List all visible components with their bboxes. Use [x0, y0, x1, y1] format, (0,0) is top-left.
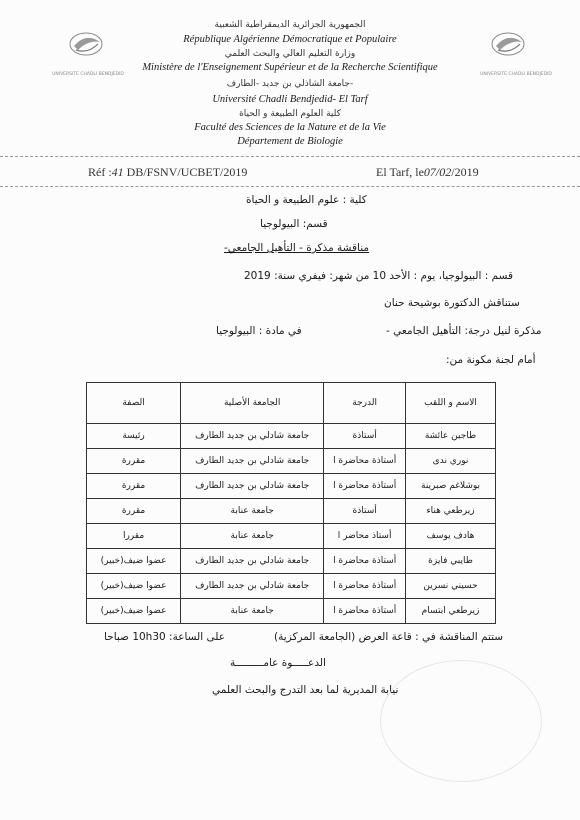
cell-role: رئيسة — [87, 424, 181, 449]
table-row — [87, 499, 496, 524]
table-row — [87, 549, 496, 574]
cell-university: جامعة شادلي بن جديد الطارف — [181, 574, 324, 599]
cell-name: زيرطعي ابتسام — [406, 599, 496, 624]
cell-role: مقررا — [87, 524, 181, 549]
col-header-rank: الدرجة — [324, 383, 406, 424]
cell-university: جامعة عنابة — [181, 499, 324, 524]
table-row — [87, 574, 496, 599]
cell-rank: أستاذ محاضر ا — [324, 524, 406, 549]
university-ar: جامعة الشاذلي بن جديد -الطارف- — [226, 79, 354, 89]
cell-role: مقررة — [87, 449, 181, 474]
place-date — [376, 165, 479, 180]
cell-name: زيرطعي هناء — [406, 499, 496, 524]
ministry-fr: Ministère de l'Enseignement Supérieur et de la Recherche Scientifique — [142, 62, 438, 73]
cell-role: مقررة — [87, 499, 181, 524]
ref-code: DB/FSNV/UCBET/2019 — [126, 165, 248, 179]
cell-name: طايبي فايزة — [406, 549, 496, 574]
faculty-line: كلية : علوم الطبيعة و الحياة — [246, 194, 367, 206]
cell-role: عضوا ضيف(خبير) — [87, 599, 181, 624]
degree-line: مذكرة لنيل درجة: التأهيل الجامعي - — [386, 325, 542, 337]
department-fr: Département de Biologie — [237, 136, 343, 147]
ref-number: 41 — [111, 165, 124, 179]
venue-line: ستتم المناقشة في : قاعة العرض (الجامعة المركزية) — [274, 631, 504, 643]
table-row — [87, 424, 496, 449]
faculty-ar: كلية العلوم الطبيعة و الحياة — [239, 109, 341, 119]
cell-name: نوري ندى — [406, 449, 496, 474]
cell-role: مقررة — [87, 474, 181, 499]
cell-name: هادف يوسف — [406, 524, 496, 549]
logo-caption-left: UNIVERSITE CHADLI BENDJEDID — [52, 72, 124, 77]
cell-rank: أستاذة محاضرة ا — [324, 574, 406, 599]
cell-rank: أستاذة — [324, 499, 406, 524]
cell-university: جامعة شادلي بن جديد الطارف — [181, 549, 324, 574]
cell-rank: أستاذة محاضرة ا — [324, 599, 406, 624]
university-fr: Université Chadli Bendjedid- El Tarf — [212, 94, 368, 105]
cell-university: جامعة شادلي بن جديد الطارف — [181, 424, 324, 449]
committee-intro: أمام لجنة مكونة من: — [446, 354, 536, 366]
cell-name: حسيني نسرين — [406, 574, 496, 599]
candidate-line: ستناقش الدكتورة بوشيحة حنان — [384, 297, 520, 309]
department-line: قسم: البيولوجيا — [260, 218, 328, 230]
official-stamp — [380, 660, 542, 782]
col-header-role: الصفة — [87, 383, 181, 424]
republic-fr: République Algérienne Démocratique et Populaire — [183, 34, 397, 45]
table-row — [87, 449, 496, 474]
date-handwritten: 07/02 — [423, 165, 452, 179]
logo-caption-right: UNIVERSITE CHADLI BENDJEDID — [480, 72, 552, 77]
subject-line: مناقشة مذكرة - التأهيل الجامعي- — [224, 242, 370, 254]
ministry-ar: وزارة التعليم العالي والبحث العلمي — [224, 49, 356, 59]
cell-university: جامعة شادلي بن جديد الطارف — [181, 474, 324, 499]
table-row — [87, 474, 496, 499]
divider-bottom — [0, 186, 580, 187]
cell-name: طاجين عائشة — [406, 424, 496, 449]
time-line: على الساعة: 10h30 صباحا — [104, 631, 225, 643]
committee-table-body — [87, 424, 496, 624]
cell-rank: أستاذة محاضرة ا — [324, 474, 406, 499]
date-line: قسم : البيولوجيا، يوم : الأحد 10 من شهر: فيفري سنة: 2019 — [244, 270, 514, 282]
reference-line — [88, 165, 247, 180]
date-year: /2019 — [451, 165, 479, 179]
faculty-fr: Faculté des Sciences de la Nature et de la Vie — [194, 122, 386, 133]
table-row — [87, 524, 496, 549]
ref-label: Réf : — [88, 165, 112, 179]
cell-rank: أستاذة محاضرة ا — [324, 449, 406, 474]
subject-area: في مادة : البيولوجيا — [216, 325, 302, 337]
cell-university: جامعة عنابة — [181, 599, 324, 624]
cell-rank: أستاذة محاضرة ا — [324, 549, 406, 574]
cell-rank: أستاذة — [324, 424, 406, 449]
cell-university: جامعة عنابة — [181, 524, 324, 549]
signature-line: نيابة المديرية لما بعد التدرج والبحث العلمي — [212, 684, 399, 696]
cell-university: جامعة شادلي بن جديد الطارف — [181, 449, 324, 474]
republic-ar: الجمهورية الجزائرية الديمقراطية الشعبية — [214, 20, 366, 30]
place-date-prefix: El Tarf, le — [376, 165, 424, 179]
table-row — [87, 599, 496, 624]
cell-role: عضوا ضيف(خبير) — [87, 574, 181, 599]
invitation-line: الدعـــــوة عامـــــــــة — [230, 657, 326, 669]
cell-name: بوشلاغم صبرينة — [406, 474, 496, 499]
cell-role: عضوا ضيف(خبير) — [87, 549, 181, 574]
divider-top — [0, 156, 580, 157]
col-header-university: الجامعة الأصلية — [181, 383, 324, 424]
col-header-name: الاسم و اللقب — [406, 383, 496, 424]
committee-table — [86, 382, 496, 624]
table-header-row — [87, 383, 496, 424]
